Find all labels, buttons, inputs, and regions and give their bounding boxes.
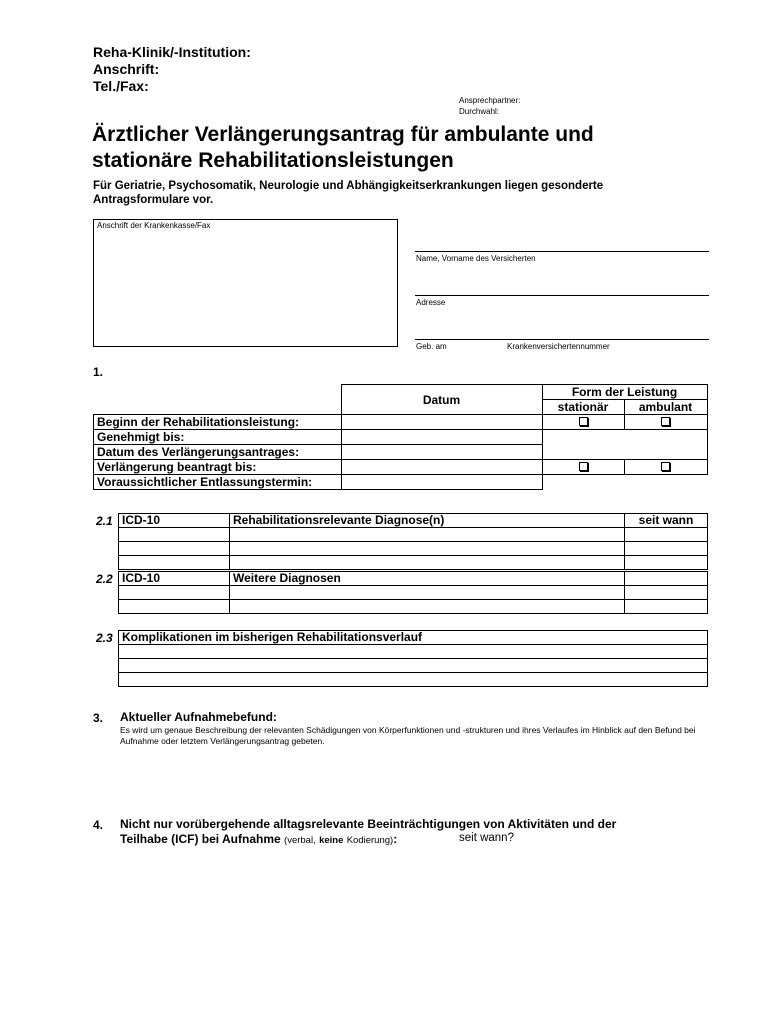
address-field-line[interactable]: [415, 295, 709, 296]
address-label: Anschrift:: [93, 61, 160, 77]
section-4-title-line-1: Nicht nur vorübergehende alltagsrelevante Beeinträchtigungen von Aktivitäten und der: [120, 817, 617, 831]
icd-cell[interactable]: [119, 586, 230, 600]
since-cell[interactable]: [625, 542, 708, 556]
diagnosis-column-header: Rehabilitationsrelevante Diagnose(n): [230, 514, 625, 528]
complications-cell[interactable]: [119, 673, 708, 687]
section-3-number: 3.: [93, 711, 104, 725]
insurance-address-label: Anschrift der Krankenkasse/Fax: [97, 221, 211, 230]
since-cell[interactable]: [625, 556, 708, 570]
title-line-2: stationäre Rehabilitationsleistungen: [92, 149, 454, 172]
row-label-discharge: Voraussichtlicher Entlassungstermin:: [94, 475, 342, 490]
diagnosis-cell[interactable]: [230, 528, 625, 542]
start-date-cell[interactable]: [341, 415, 542, 430]
section-4-colon: :: [393, 832, 398, 846]
birth-insurance-field-line[interactable]: [415, 339, 709, 340]
section-4-since-label: seit wann?: [459, 832, 514, 844]
page-subtitle: Für Geriatrie, Psychosomatik, Neurologie und Abhängigkeitserkrankungen liegen gesonderte Antragsformulare vor.: [93, 180, 604, 206]
section-4-note-bold: keine: [319, 835, 344, 846]
section-4-number: 4.: [93, 818, 104, 832]
other-diagnoses-table: [118, 571, 708, 614]
discharge-date-cell[interactable]: [341, 475, 542, 490]
extension-date-cell[interactable]: [341, 460, 542, 475]
complications-cell[interactable]: [119, 659, 708, 673]
since-cell[interactable]: [625, 528, 708, 542]
section-4-title: [120, 817, 720, 848]
section-1-number: 1.: [93, 365, 104, 379]
diagnosis-cell[interactable]: [230, 600, 625, 614]
institution-label: Reha-Klinik/-Institution:: [93, 44, 251, 60]
since-cell[interactable]: [625, 600, 708, 614]
section-4-note-post: Kodierung): [346, 835, 394, 846]
start-ambulant-cell[interactable]: [624, 415, 707, 430]
section-2-3-number: 2.3: [96, 631, 113, 645]
icd-cell[interactable]: [119, 556, 230, 570]
section-3-title: Aktueller Aufnahmebefund:: [120, 710, 277, 724]
row-label-start: Beginn der Rehabilitationsleistung:: [94, 415, 342, 430]
section-2-2-number: 2.2: [96, 572, 113, 586]
icd-column-header: ICD-10: [119, 572, 230, 586]
section-3-text: Es wird um genaue Beschreibung der relevanten Schädigungen von Körperfunktionen und -strukturen und ihres Verlaufes im Hinblick auf den Befund bei Aufnahme oder letztem Verlängerungsantrag gebeten.: [120, 725, 696, 746]
name-field-label: Name, Vorname des Versicherten: [416, 254, 536, 263]
section-4-note-pre: (verbal,: [284, 835, 316, 846]
since-column-header: seit wann: [625, 514, 708, 528]
phone-label: Tel./Fax:: [93, 78, 149, 94]
extension-label: Durchwahl:: [459, 107, 500, 116]
ambulant-column-header: ambulant: [624, 400, 707, 415]
insurance-number-label: Krankenversichertennummer: [507, 342, 610, 351]
checkbox-icon[interactable]: [661, 462, 670, 471]
title-line-1: Ärztlicher Verlängerungsantrag für ambulante und: [92, 123, 594, 146]
diagnosis-cell[interactable]: [230, 542, 625, 556]
form-column-header: Form der Leistung: [542, 385, 707, 400]
diagnosis-cell[interactable]: [230, 586, 625, 600]
date-column-header: Datum: [341, 385, 542, 415]
diagnoses-table: [118, 513, 708, 570]
insurance-address-box[interactable]: [93, 219, 398, 347]
section-1-table: [93, 384, 708, 490]
checkbox-icon[interactable]: [579, 462, 588, 471]
other-diagnoses-header: Weitere Diagnosen: [230, 572, 625, 586]
complications-table: [118, 630, 708, 687]
page-title: [92, 122, 732, 174]
icd-column-header: ICD-10: [119, 514, 230, 528]
row-label-approved: Genehmigt bis:: [94, 430, 342, 445]
request-date-cell[interactable]: [341, 445, 542, 460]
complications-header: Komplikationen im bisherigen Rehabilitationsverlauf: [119, 631, 708, 645]
extension-ambulant-cell[interactable]: [624, 460, 707, 475]
icd-cell[interactable]: [119, 542, 230, 556]
extension-stationary-cell[interactable]: [542, 460, 624, 475]
section-2-1-number: 2.1: [96, 514, 113, 528]
icd-cell[interactable]: [119, 600, 230, 614]
name-field-line[interactable]: [415, 251, 709, 252]
address-field-label: Adresse: [416, 298, 446, 307]
row-label-extension: Verlängerung beantragt bis:: [94, 460, 342, 475]
approved-date-cell[interactable]: [341, 430, 542, 445]
row-label-request-date: Datum des Verlängerungsantrages:: [94, 445, 342, 460]
complications-cell[interactable]: [119, 645, 708, 659]
checkbox-icon[interactable]: [661, 417, 670, 426]
section-4-title-line-2: Teilhabe (ICF) bei Aufnahme: [120, 832, 281, 846]
checkbox-icon[interactable]: [579, 417, 588, 426]
start-stationary-cell[interactable]: [542, 415, 624, 430]
icd-cell[interactable]: [119, 528, 230, 542]
stationary-column-header: stationär: [542, 400, 624, 415]
contact-label: Ansprechpartner:: [459, 96, 521, 105]
since-cell[interactable]: [625, 586, 708, 600]
birth-date-label: Geb. am: [416, 342, 447, 351]
diagnosis-cell[interactable]: [230, 556, 625, 570]
